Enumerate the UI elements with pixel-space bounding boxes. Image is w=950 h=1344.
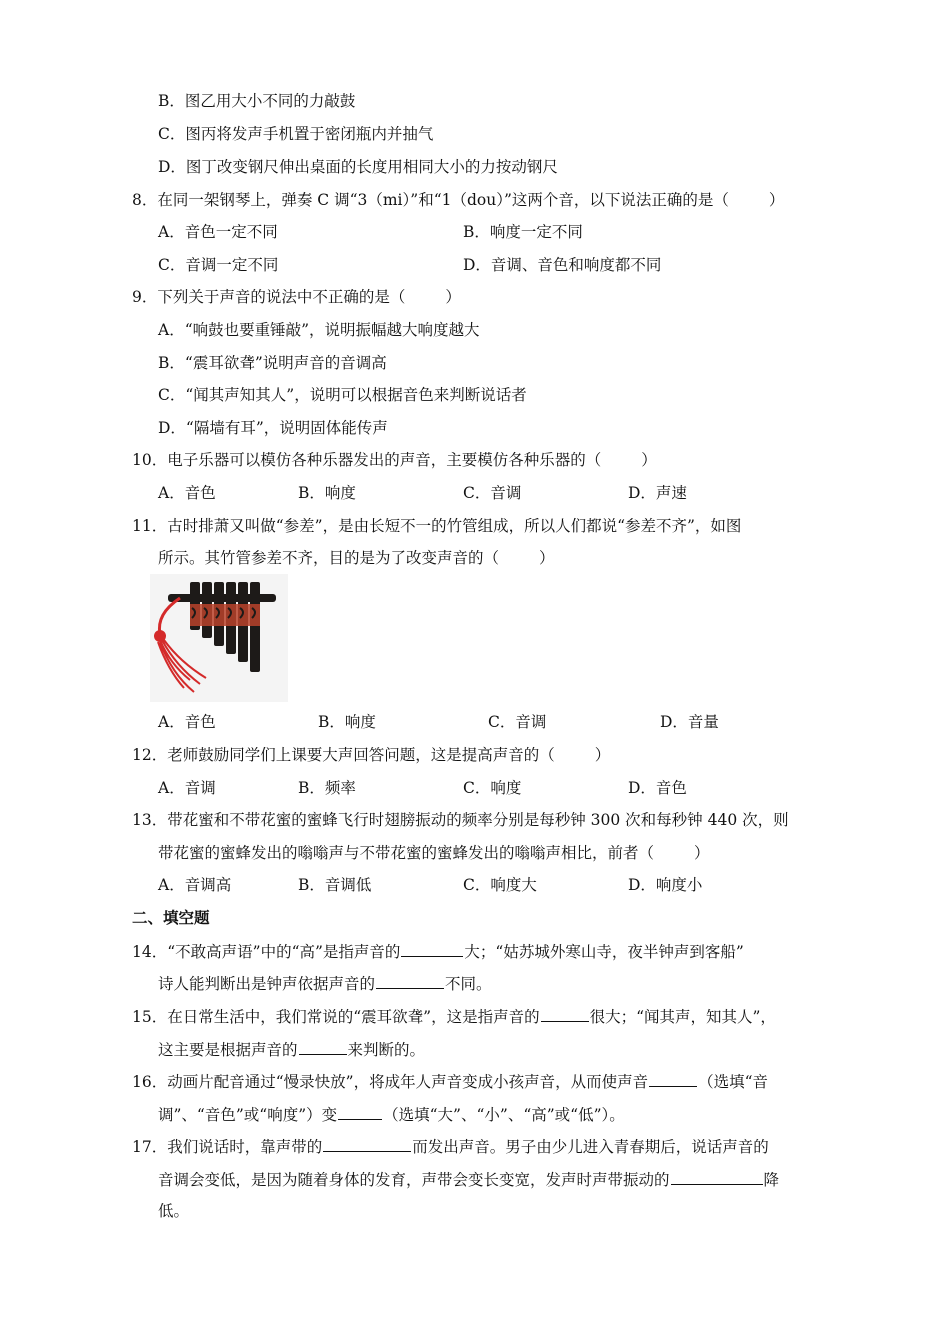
q14-line2: 诗人能判断出是钟声依据声音的 不同。 — [158, 972, 492, 995]
q16-line1: 16．动画片配音通过“慢录快放”，将成年人声音变成小孩声音，从而使声音 （选填“音 — [132, 1070, 768, 1093]
q12-stem: 12．老师鼓励同学们上课要大声回答问题，这是提高声音的（ ） — [132, 746, 611, 764]
q9-stem: 9．下列关于声音的说法中不正确的是（ ） — [132, 288, 461, 306]
q10-option-b: B．响度 — [298, 484, 356, 502]
q11-stem-line1: 11．古时排萧又叫做“参差”，是由长短不一的竹管组成，所以人们都说“参差不齐”，如图 — [132, 517, 742, 535]
answer-blank[interactable] — [299, 1038, 347, 1055]
q8-option-b: B．响度一定不同 — [463, 223, 583, 241]
q12-option-b: B．频率 — [298, 779, 356, 797]
q10-option-a: A．音色 — [158, 484, 216, 502]
q17-line1: 17．我们说话时，靠声带的 而发出声音。男子由少儿进入青春期后，说话声音的 — [132, 1135, 769, 1158]
q11-stem-line2: 所示。其竹管参差不齐，目的是为了改变声音的（ ） — [158, 549, 555, 567]
q13-option-c: C．响度大 — [463, 876, 537, 894]
q17-line2: 音调会变低，是因为随着身体的发育，声带会变长变宽，发声时声带振动的 降 — [158, 1168, 779, 1191]
q13-stem-line2: 带花蜜的蜜蜂发出的嗡嗡声与不带花蜜的蜜蜂发出的嗡嗡声相比，前者（ ） — [158, 844, 710, 862]
q10-option-d: D．声速 — [628, 484, 687, 502]
answer-blank[interactable] — [323, 1135, 411, 1152]
q8-option-a: A．音色一定不同 — [158, 223, 278, 241]
answer-blank[interactable] — [671, 1168, 763, 1185]
q11-option-a: A．音色 — [158, 713, 216, 731]
q13-option-a: A．音调高 — [158, 876, 232, 894]
q9-option-c: C．“闻其声知其人”，说明可以根据音色来判断说话者 — [158, 386, 527, 404]
q12-option-d: D．音色 — [628, 779, 687, 797]
answer-blank[interactable] — [338, 1103, 382, 1120]
q11-option-c: C．音调 — [488, 713, 547, 731]
panpipe-illustration — [150, 574, 288, 702]
q9-option-d: D．“隔墙有耳”，说明固体能传声 — [158, 419, 388, 437]
q8-option-d: D．音调、音色和响度都不同 — [463, 256, 662, 274]
q7-option-c: C．图丙将发声手机置于密闭瓶内并抽气 — [158, 125, 434, 143]
q10-option-c: C．音调 — [463, 484, 522, 502]
q17-line3: 低。 — [158, 1202, 190, 1220]
q7-option-b: B．图乙用大小不同的力敲鼓 — [158, 92, 356, 110]
q9-option-a: A．“响鼓也要重锤敲”，说明振幅越大响度越大 — [158, 321, 480, 339]
q13-stem-line1: 13．带花蜜和不带花蜜的蜜蜂飞行时翅膀振动的频率分别是每秒钟 300 次和每秒钟 440 次，则 — [132, 811, 789, 829]
q12-option-a: A．音调 — [158, 779, 216, 797]
q7-option-d: D．图丁改变钢尺伸出桌面的长度用相同大小的力按动钢尺 — [158, 158, 558, 176]
q9-option-b: B．“震耳欲聋”说明声音的音调高 — [158, 354, 387, 372]
answer-blank[interactable] — [401, 940, 463, 957]
answer-blank[interactable] — [541, 1005, 589, 1022]
section-fill-in-heading: 二、填空题 — [132, 908, 210, 927]
q13-option-b: B．音调低 — [298, 876, 372, 894]
q8-stem: 8．在同一架钢琴上，弹奏 C 调“3（mi）”和“1（dou）”这两个音，以下说法正确的是（ ） — [132, 191, 785, 209]
q15-line1: 15．在日常生活中，我们常说的“震耳欲聋”，这是指声音的 很大；“闻其声，知其人”， — [132, 1005, 776, 1028]
q11-option-b: B．响度 — [318, 713, 376, 731]
q10-stem: 10．电子乐器可以模仿各种乐器发出的声音，主要模仿各种乐器的（ ） — [132, 451, 657, 469]
q12-option-c: C．响度 — [463, 779, 522, 797]
answer-blank[interactable] — [649, 1070, 697, 1087]
q8-option-c: C．音调一定不同 — [158, 256, 279, 274]
panpipe-image — [150, 574, 288, 702]
q13-option-d: D．响度小 — [628, 876, 703, 894]
q14-line1: 14．“不敢高声语”中的“高”是指声音的 大；“姑苏城外寒山寺，夜半钟声到客船” — [132, 940, 744, 963]
q15-line2: 这主要是根据声音的 来判断的。 — [158, 1038, 425, 1061]
q11-option-d: D．音量 — [660, 713, 719, 731]
answer-blank[interactable] — [376, 972, 444, 989]
q16-line2: 调”、“音色”或“响度”）变 （选填“大”、“小”、“高”或“低”）。 — [158, 1103, 625, 1126]
